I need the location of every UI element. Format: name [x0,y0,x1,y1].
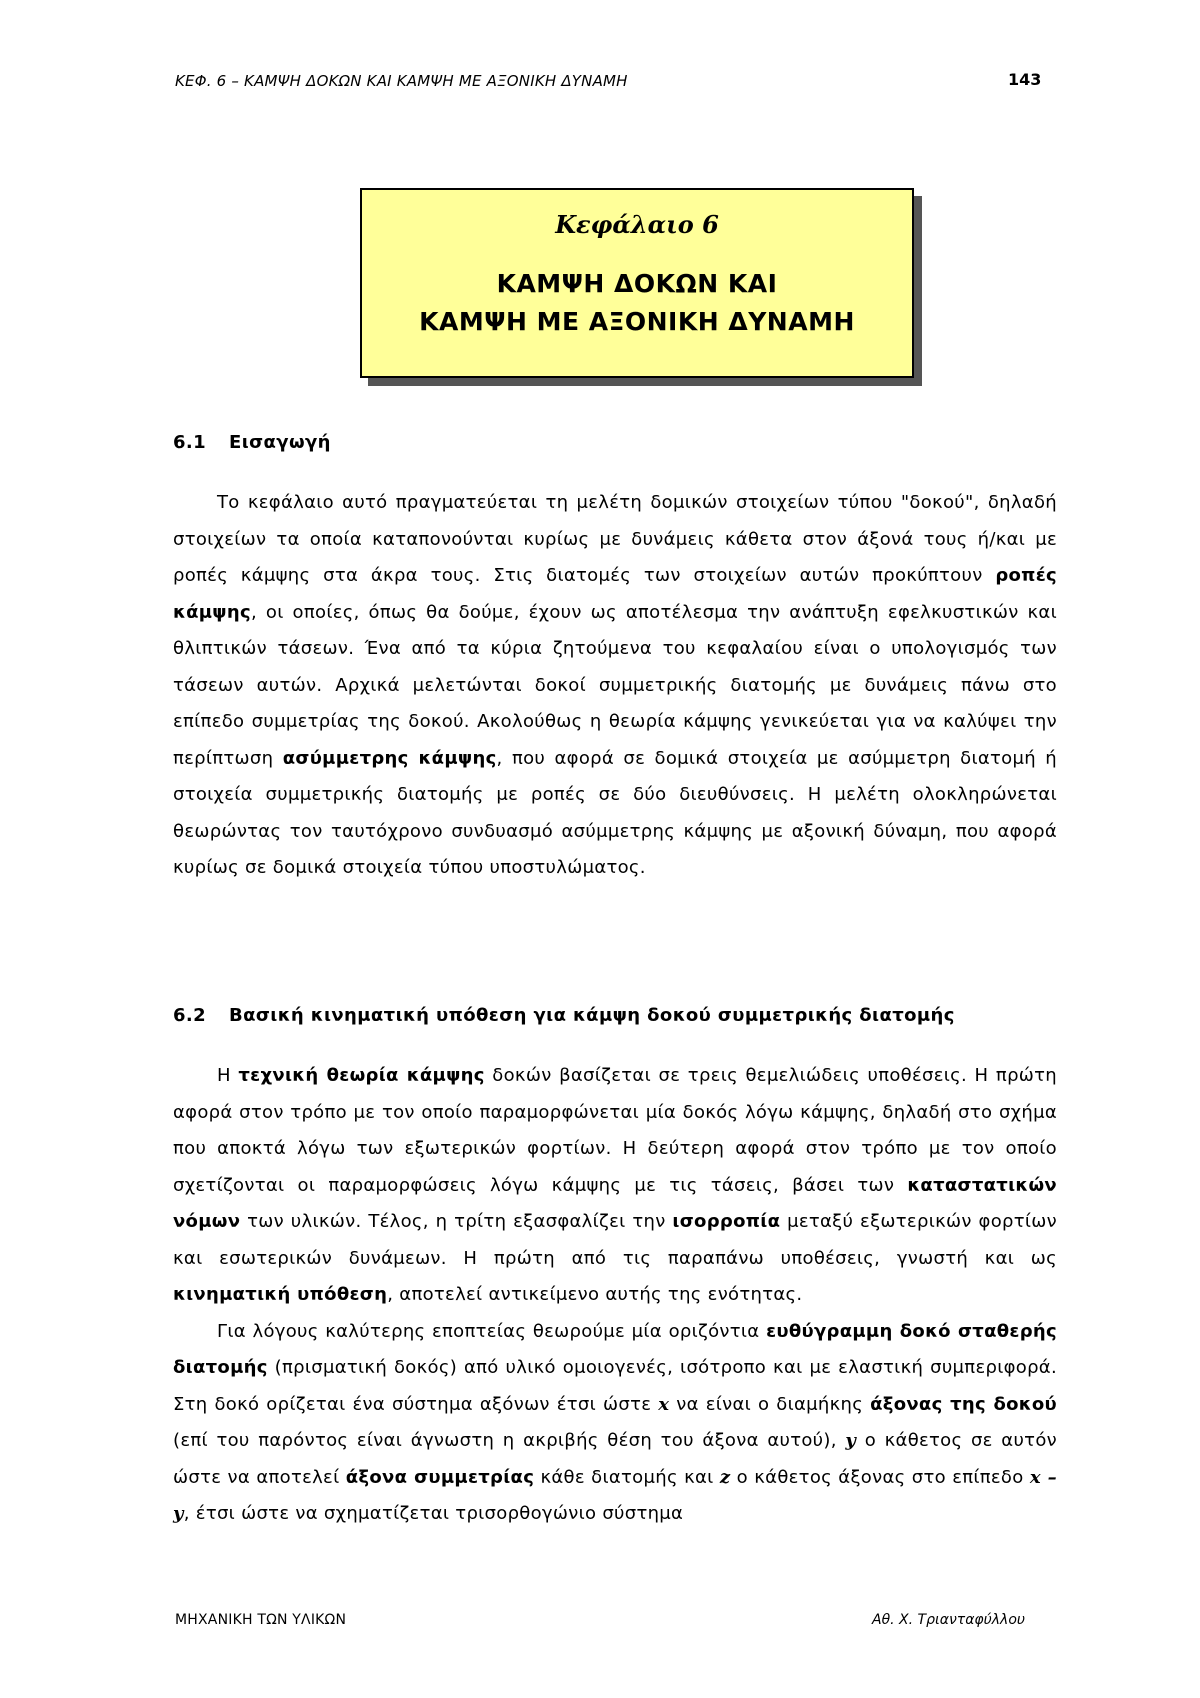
paragraph: Για λόγους καλύτερης εποπτείας θεωρούμε μία οριζόντια ευθύγραμμη δοκό σταθερής διατομής (πρισματική δοκός) από υλικό ομοιογενές, ισότροπο και με ελαστική συμπεριφορά. Στη δοκό ορίζεται ένα σύστημα αξόνων έτσι ώστε x να είναι ο διαμήκης άξονας της δοκού (επί του παρόντος είναι άγνωστη η ακριβής θέση του άξονα αυτού), y ο κάθετος σε αυτόν ώστε να αποτελεί άξονα συμμετρίας κάθε διατομής και z ο κάθετος άξονας στο επίπεδο x – y, έτσι ώστε να σχηματίζεται τρισορθογώνιο σύστημα [173,1320,1058,1524]
section-heading-6-2 [173,1005,955,1026]
page-number: 143 [1008,70,1042,89]
math-symbol: x – y [173,1466,1057,1524]
emphasis: άξονα συμμετρίας [345,1466,535,1488]
math-symbol: y [845,1430,857,1451]
emphasis: ασύμμετρης κάμψης [282,747,497,769]
emphasis: ισορροπία [672,1211,781,1232]
emphasis: καταστατικών νόμων [173,1174,1057,1232]
section-number: 6.1 [173,432,207,453]
math-symbol: z [719,1466,731,1488]
section-6-2-body [173,1058,1057,1533]
math-symbol: x [658,1393,670,1415]
chapter-title [362,265,912,341]
emphasis: κινηματική υπόθεση [173,1284,388,1305]
section-title: Βασική κινηματική υπόθεση για κάμψη δοκού συμμετρικής διατομής [229,1005,955,1026]
emphasis: ροπές κάμψης [173,565,1057,623]
section-6-1-body [173,485,1057,887]
chapter-label: Κεφάλαιο 6 [555,210,719,239]
paragraph: Το κεφάλαιο αυτό πραγματεύεται τη μελέτη δομικών στοιχείων τύπου "δοκού", δηλαδή στοιχείων τα οποία καταπονούνται κυρίως με δυνάμεις κάθετα στον άξονά τους ή/και με ροπές κάμψης στα άκρα τους. Στις διατομές των στοιχείων αυτών προκύπτουν ροπές κάμψης, οι οποίες, όπως θα δούμε, έχουν ως αποτέλεσμα την ανάπτυξη εφελκυστικών και θλιπτικών τάσεων. Ένα από τα κύρια ζητούμενα του κεφαλαίου είναι ο υπολογισμός των τάσεων αυτών. Αρχικά μελετώνται δοκοί συμμετρικής διατομής με δυνάμεις πάνω στο επίπεδο συμμετρίας της δοκού. Ακολούθως η θεωρία κάμψης γενικεύεται για να καλύψει την περίπτωση ασύμμετρης κάμψης, που αφορά σε δομικά στοιχεία με ασύμμετρη διατομή ή στοιχεία συμμετρικής διατομής με ροπές σε δύο διευθύνσεις. Η μελέτη ολοκληρώνεται θεωρώντας τον ταυτόχρονο συνδυασμό ασύμμετρης κάμψης με αξονική δύναμη, που αφορά κυρίως σε δομικά στοιχεία τύπου υποστυλώματος. [173,492,1058,878]
footer-author: Αθ. Χ. Τριανταφύλλου [872,1612,1025,1628]
running-header: ΚΕΦ. 6 – ΚΑΜΨΗ ΔΟΚΩΝ ΚΑΙ ΚΑΜΨΗ ΜΕ ΑΞΟΝΙΚΗ ΔΥΝΑΜΗ [175,72,628,90]
chapter-title-line-1: ΚΑΜΨΗ ΔΟΚΩΝ ΚΑΙ [496,269,778,298]
section-heading-6-1 [173,432,331,453]
chapter-title-line-2: ΚΑΜΨΗ ΜΕ ΑΞΟΝΙΚΗ ΔΥΝΑΜΗ [419,307,855,336]
emphasis: άξονας της δοκού [870,1393,1057,1415]
paragraph: Η τεχνική θεωρία κάμψης δοκών βασίζεται σε τρεις θεμελιώδεις υποθέσεις. Η πρώτη αφορά στον τρόπο με τον οποίο παραμορφώνεται μία δοκός λόγω κάμψης, δηλαδή στο σχήμα που αποκτά λόγω των εξωτερικών φορτίων. Η δεύτερη αφορά στον τρόπο με τον οποίο σχετίζονται οι παραμορφώσεις λόγω κάμψης με τις τάσεις, βάσει των καταστατικών νόμων των υλικών. Τέλος, η τρίτη εξασφαλίζει την ισορροπία μεταξύ εξωτερικών φορτίων και εσωτερικών δυνάμεων. Η πρώτη από τις παραπάνω υποθέσεις, γνωστή και ως κινηματική υπόθεση, αποτελεί αντικείμενο αυτής της ενότητας. [173,1065,1058,1305]
footer-book-title: ΜΗΧΑΝΙΚΗ ΤΩΝ ΥΛΙΚΩΝ [175,1612,347,1628]
emphasis: ευθύγραμμη δοκό σταθερής διατομής [173,1320,1058,1378]
chapter-title-box [360,188,914,378]
section-number: 6.2 [173,1005,207,1026]
section-title: Εισαγωγή [229,432,331,453]
emphasis: τεχνική θεωρία κάμψης [238,1065,485,1086]
